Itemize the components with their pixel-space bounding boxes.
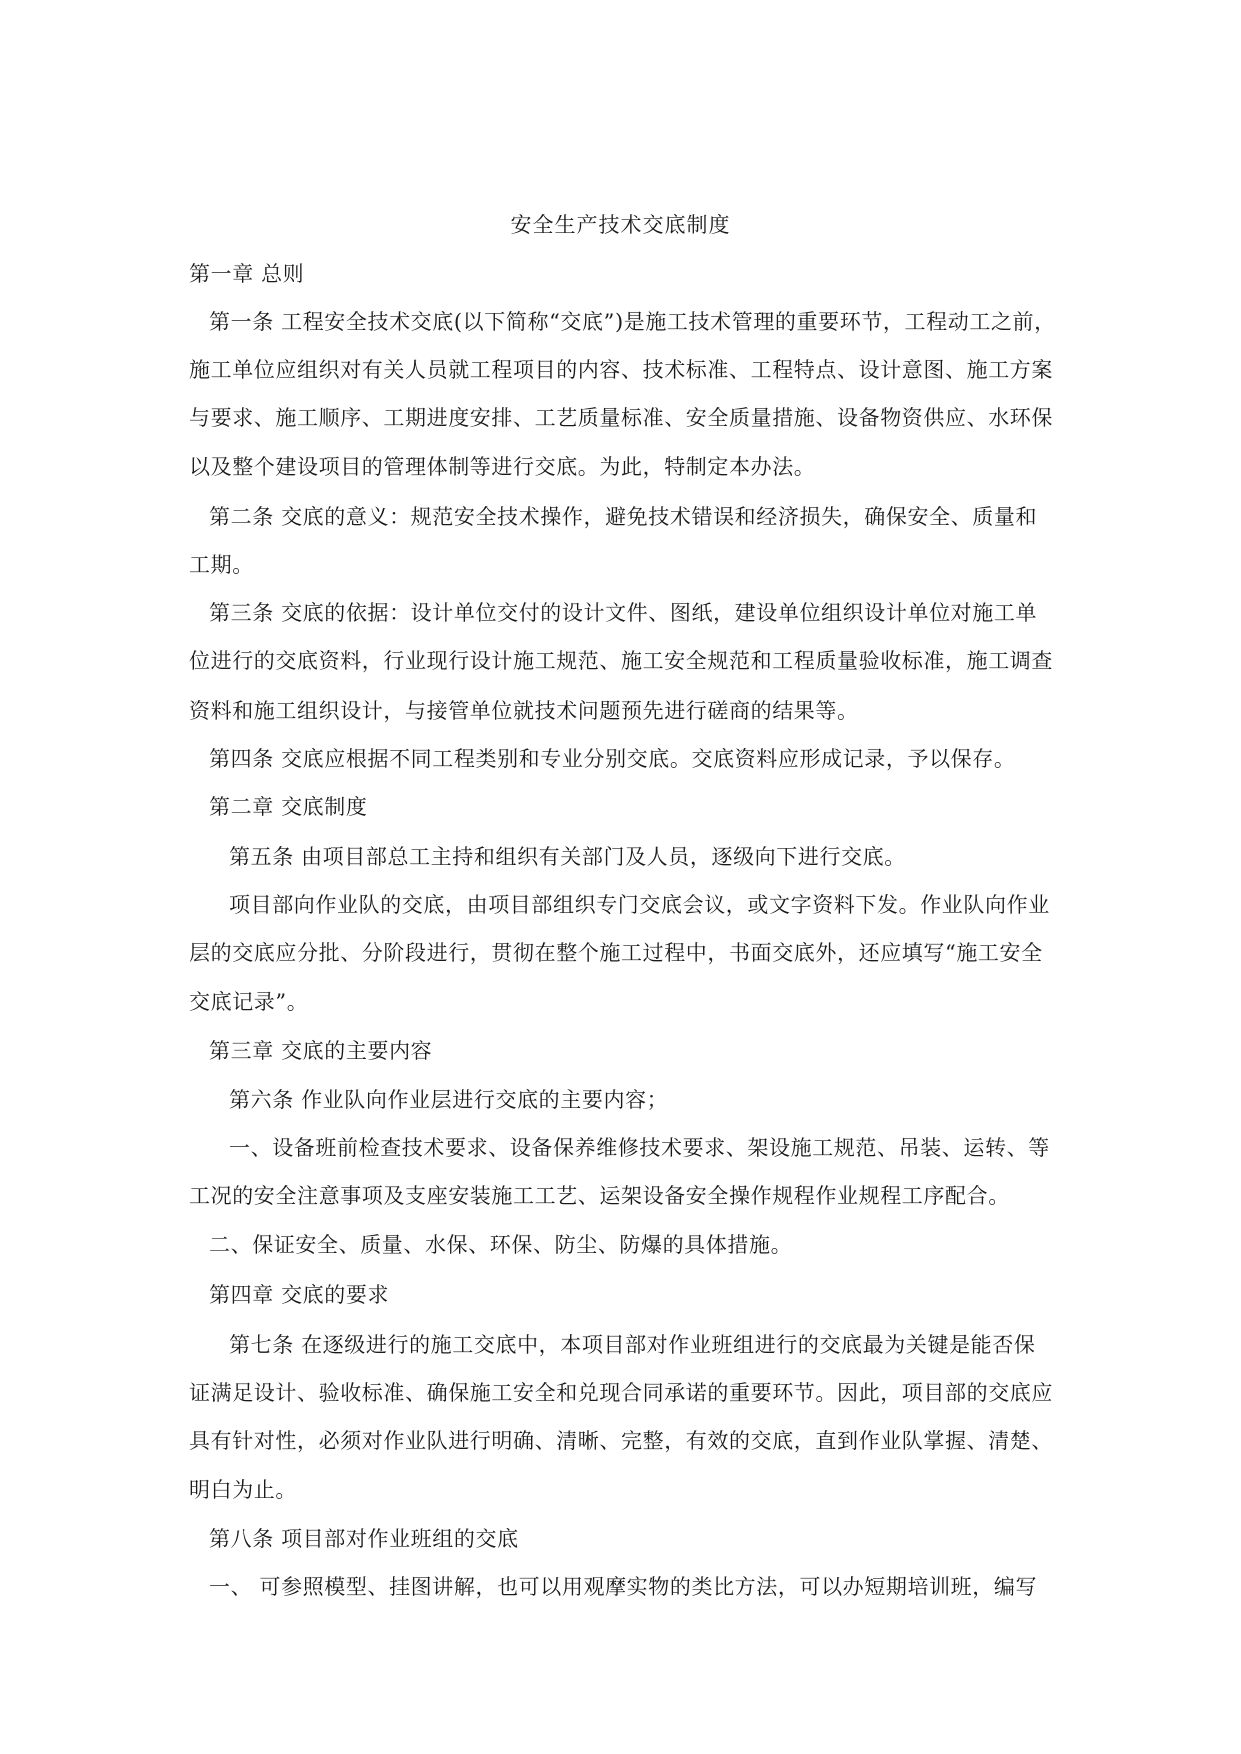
article-8-heading: 第八条 项目部对作业班组的交底 <box>209 1527 519 1551</box>
item-1-line-2: 工况的安全注意事项及支座安装施工工艺、运架设备安全操作规程作业规程工序配合。 <box>189 1184 1010 1208</box>
article-1-line-4: 以及整个建设项目的管理体制等进行交底。为此，特制定本办法。 <box>189 455 816 479</box>
document-title: 安全生产技术交底制度 <box>510 213 731 237</box>
chapter-4-heading: 第四章 交底的要求 <box>209 1283 390 1307</box>
chapter-1-heading: 第一章 总则 <box>189 262 305 286</box>
article-6-line-1: 第六条 作业队向作业层进行交底的主要内容； <box>229 1088 669 1112</box>
article-7-line-4: 明白为止。 <box>189 1478 297 1502</box>
chapter-2-heading: 第二章 交底制度 <box>209 795 368 819</box>
paragraph-5-line-3: 交底记录”。 <box>189 990 309 1014</box>
article-1-line-1: 第一条 工程安全技术交底(以下简称“交底”)是施工技术管理的重要环节，工程动工之前， <box>209 310 1056 334</box>
article-3-line-3: 资料和施工组织设计，与接管单位就技术问题预先进行磋商的结果等。 <box>189 699 859 723</box>
article-8-item-1-line-1: 一、 可参照模型、挂图讲解，也可以用观摩实物的类比方法，可以办短期培训班，编写 <box>209 1575 1038 1599</box>
chapter-3-heading: 第三章 交底的主要内容 <box>209 1039 433 1063</box>
paragraph-5-line-1: 项目部向作业队的交底，由项目部组织专门交底会议，或文字资料下发。作业队向作业 <box>229 893 1050 917</box>
item-2-line-1: 二、保证安全、质量、水保、环保、防尘、防爆的具体措施。 <box>209 1233 793 1257</box>
paragraph-5-line-2: 层的交底应分批、分阶段进行，贯彻在整个施工过程中，书面交底外，还应填写“施工安全 <box>189 941 1043 965</box>
item-1-line-1: 一、设备班前检查技术要求、设备保养维修技术要求、架设施工规范、吊装、运转、等 <box>229 1136 1050 1160</box>
article-7-line-1: 第七条 在逐级进行的施工交底中，本项目部对作业班组进行的交底最为关键是能否保 <box>229 1333 1036 1357</box>
article-5-line-1: 第五条 由项目部总工主持和组织有关部门及人员，逐级向下进行交底。 <box>229 845 906 869</box>
article-4-line-1: 第四条 交底应根据不同工程类别和专业分别交底。交底资料应形成记录，予以保存。 <box>209 747 1016 771</box>
article-2-line-1: 第二条 交底的意义：规范安全技术操作，避免技术错误和经济损失，确保安全、质量和 <box>209 505 1038 529</box>
article-7-line-2: 证满足设计、验收标准、确保施工安全和兑现合同承诺的重要环节。因此，项目部的交底应 <box>189 1381 1053 1405</box>
article-3-line-1: 第三条 交底的依据：设计单位交付的设计文件、图纸，建设单位组织设计单位对施工单 <box>209 601 1038 625</box>
article-3-line-2: 位进行的交底资料，行业现行设计施工规范、施工安全规范和工程质量验收标准，施工调查 <box>189 649 1053 673</box>
article-1-line-3: 与要求、施工顺序、工期进度安排、工艺质量标准、安全质量措施、设备物资供应、水环保 <box>189 406 1053 430</box>
article-7-line-3: 具有针对性，必须对作业队进行明确、清晰、完整，有效的交底，直到作业队掌握、清楚、 <box>189 1429 1053 1453</box>
article-2-line-2: 工期。 <box>189 553 254 577</box>
article-1-line-2: 施工单位应组织对有关人员就工程项目的内容、技术标准、工程特点、设计意图、施工方案 <box>189 358 1053 382</box>
